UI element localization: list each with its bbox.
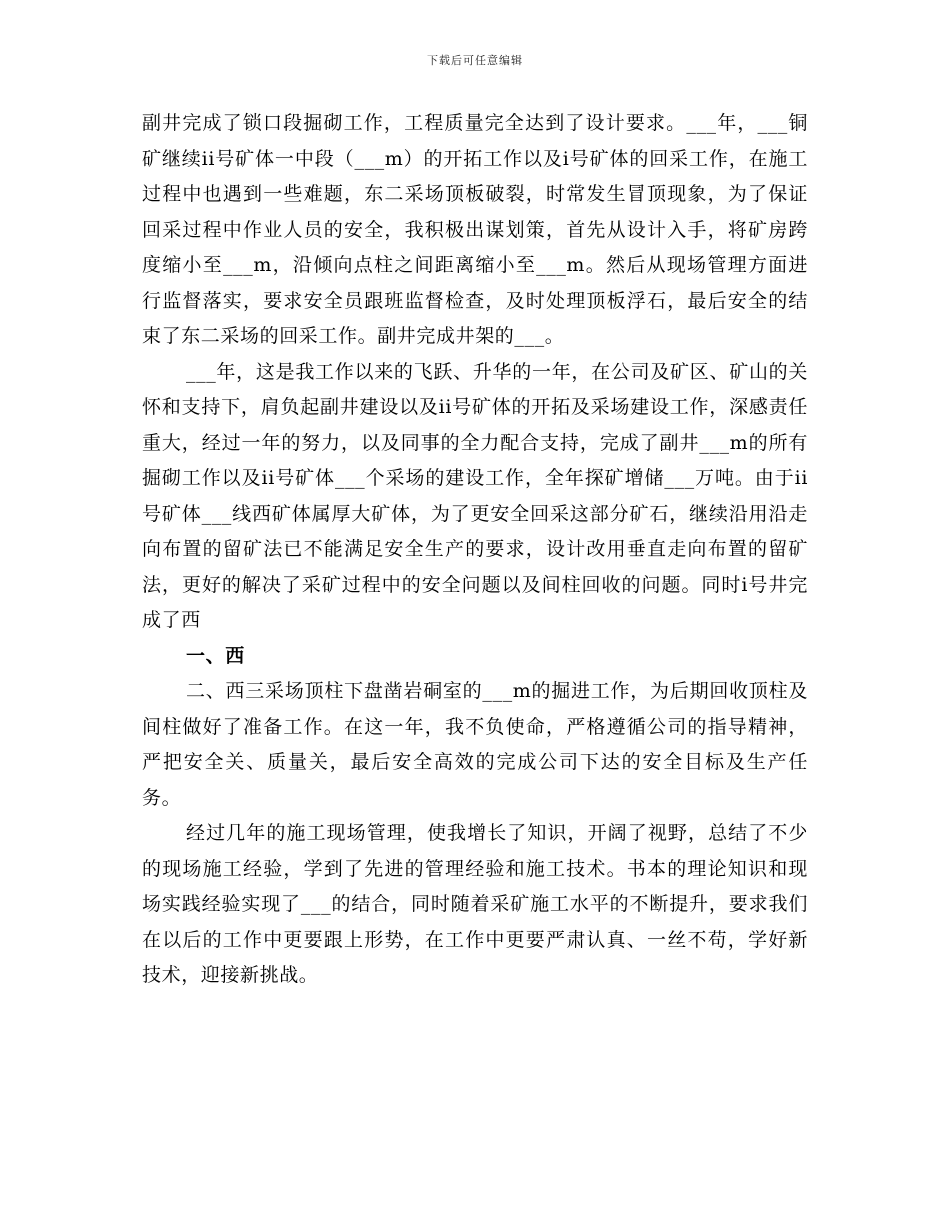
page-header-note: 下载后可任意编辑 bbox=[427, 54, 523, 67]
document-body bbox=[142, 106, 808, 994]
section-heading: 一、西 bbox=[186, 644, 245, 667]
paragraph-1: 副井完成了锁口段掘砌工作，工程质量完全达到了设计要求。___年，___铜矿继续ii号矿体一中段（___m）的开拓工作以及ⅰ号矿体的回采工作，在施工过程中也遇到一些难题，东二采场顶板破裂，时常发生冒顶现象，为了保证回采过程中作业人员的安全，我积极出谋划策，首先从设计入手，将矿房跨度缩小至___m，沿倾向点柱之间距离缩小至___m。然后从现场管理方面进行监督落实，要求安全员跟班监督检查，及时处理顶板浮石，最后安全的结束了东二采场的回采工作。副井完成井架的___。 bbox=[142, 112, 808, 347]
paragraph-2: ___年，这是我工作以来的飞跃、升华的一年，在公司及矿区、矿山的关怀和支持下，肩负起副井建设以及ii号矿体的开拓及采场建设工作，深感责任重大，经过一年的努力，以及同事的全力配合支持，完成了副井___m的所有掘砌工作以及ii号矿体___个采场的建设工作，全年探矿增储___万吨。由于ii号矿体___线西矿体属厚大矿体，为了更安全回采这部分矿石，继续沿用沿走向布置的留矿法已不能满足安全生产的要求，设计改用垂直走向布置的留矿法，更好的解决了采矿过程中的安全问题以及间柱回收的问题。同时ⅰ号井完成了西 bbox=[142, 360, 808, 631]
paragraph-4: 经过几年的施工现场管理，使我增长了知识，开阔了视野，总结了不少的现场施工经验，学到了先进的管理经验和施工技术。书本的理论知识和现场实践经验实现了___的结合，同时随着采矿施工水平的不断提升，要求我们在以后的工作中更要跟上形势，在工作中更要严肃认真、一丝不苟，学好新技术，迎接新挑战。 bbox=[142, 822, 808, 986]
paragraph-3: 二、西三采场顶柱下盘凿岩硐室的___m的掘进工作，为后期回收顶柱及间柱做好了准备工作。在这一年，我不负使命，严格遵循公司的指导精神，严把安全关、质量关，最后安全高效的完成公司下达的安全目标及生产任务。 bbox=[142, 680, 808, 809]
